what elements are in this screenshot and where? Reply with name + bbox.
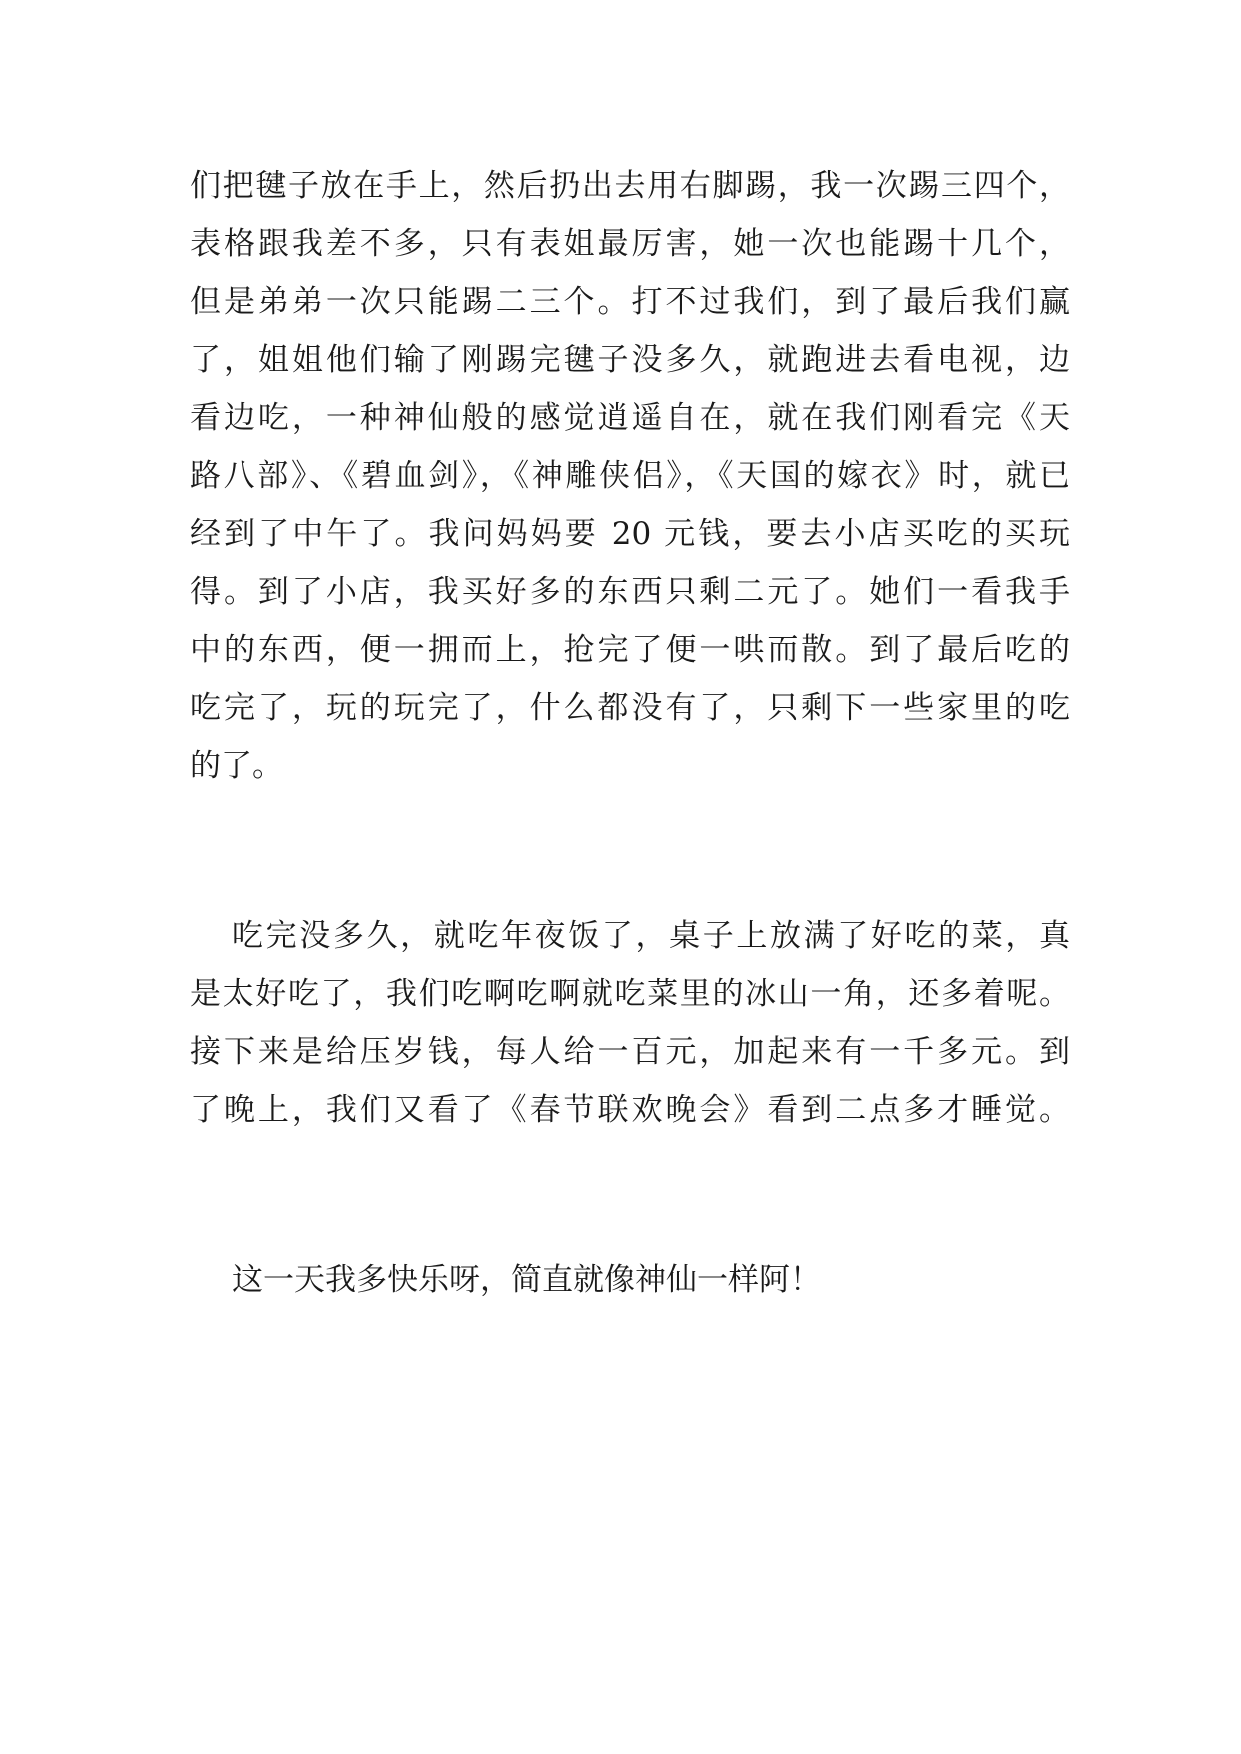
paragraph-line: 中的东西，便一拥而上，抢完了便一哄而散。到了最后吃的 [190,632,1070,668]
paragraph-line: 看边吃，一种神仙般的感觉逍遥自在，就在我们刚看完《天 [190,400,1070,436]
paragraph-line: 得。到了小店，我买好多的东西只剩二元了。她们一看我手 [190,574,1070,610]
paragraph-line: 了晚上，我们又看了《春节联欢晚会》看到二点多才睡觉。 [190,1092,1070,1128]
paragraph-line: 了，姐姐他们输了刚踢完毽子没多久，就跑进去看电视，边 [190,342,1070,378]
paragraph-line: 的了。 [190,748,283,784]
paragraph-line: 表格跟我差不多，只有表姐最厉害，她一次也能踢十几个， [190,226,1070,262]
paragraph-line: 接下来是给压岁钱，每人给一百元，加起来有一千多元。到 [190,1034,1070,1070]
paragraph-line: 吃完没多久，就吃年夜饭了，桌子上放满了好吃的菜，真 [232,918,1070,954]
paragraph-line: 吃完了，玩的玩完了，什么都没有了，只剩下一些家里的吃 [190,690,1070,726]
paragraph-line: 但是弟弟一次只能踢二三个。打不过我们，到了最后我们赢 [190,284,1070,320]
paragraph-line: 路八部》、《碧血剑》，《神雕侠侣》，《天国的嫁衣》时，就已 [190,458,1070,494]
paragraph-line: 这一天我多快乐呀，简直就像神仙一样阿！ [232,1262,821,1298]
paragraph-line: 们把毽子放在手上，然后扔出去用右脚踢，我一次踢三四个， [190,168,1070,204]
paragraph-line: 是太好吃了，我们吃啊吃啊就吃菜里的冰山一角，还多着呢。 [190,976,1070,1012]
paragraph-line: 经到了中午了。我问妈妈要 20 元钱，要去小店买吃的买玩 [190,516,1070,552]
